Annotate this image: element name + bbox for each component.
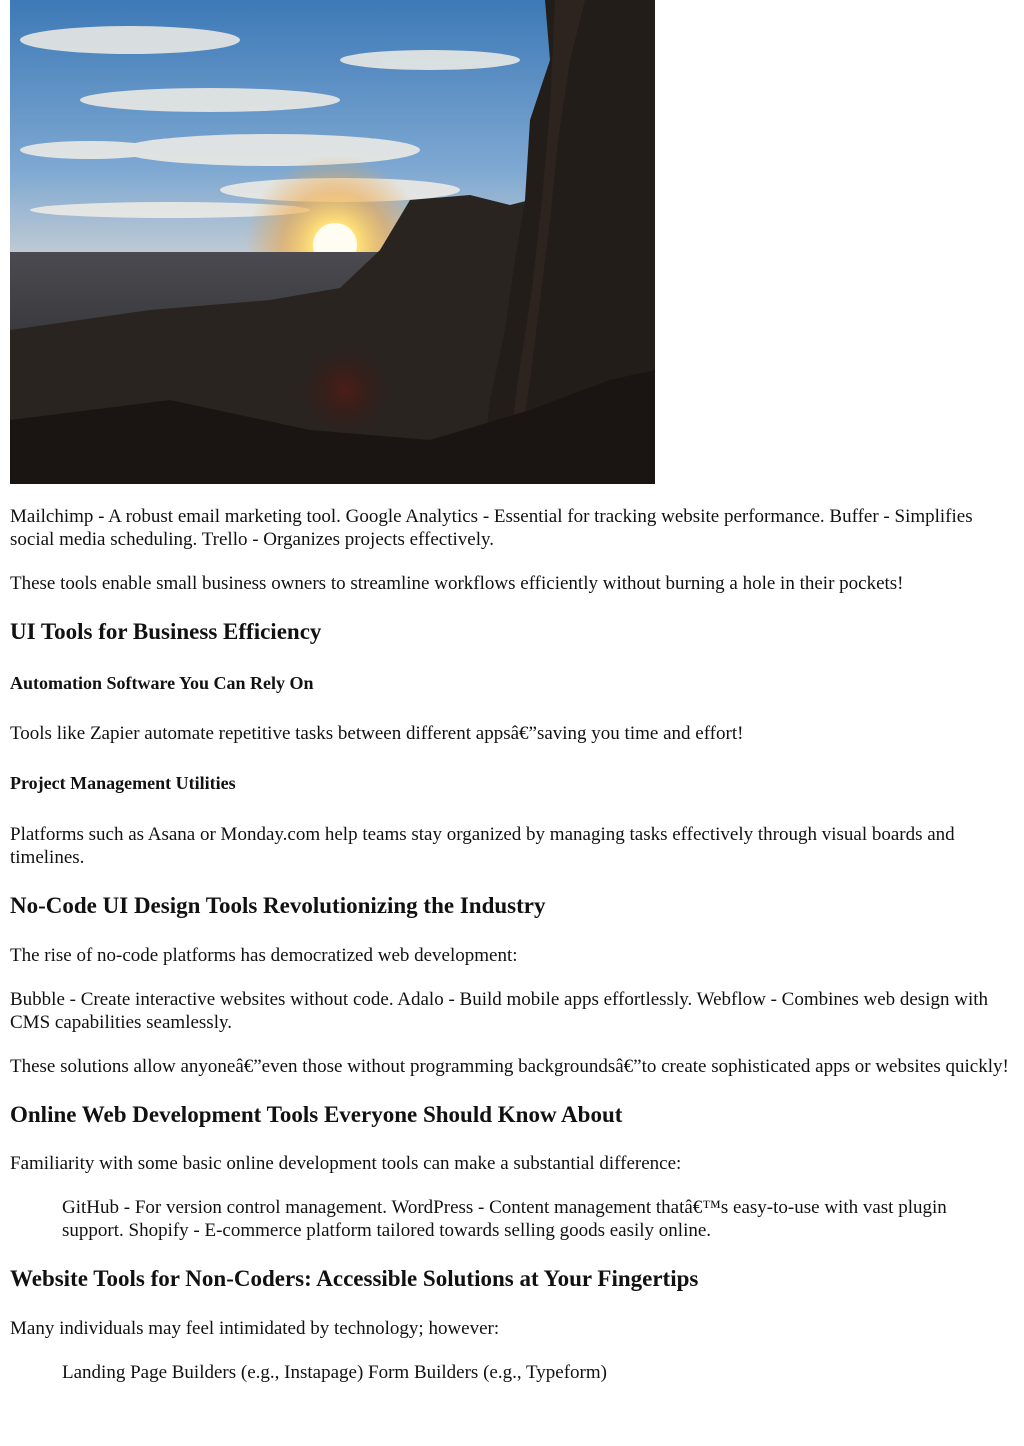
article	[10, 0, 1010, 1384]
heading-online-tools: Online Web Development Tools Everyone Should Know About	[10, 1102, 623, 1127]
sunset-canyon-photo	[10, 0, 655, 484]
heading-project-utilities: Project Management Utilities	[10, 773, 236, 793]
heading-ui-tools: UI Tools for Business Efficiency	[10, 619, 322, 644]
paragraph-nocode-intro: The rise of no-code platforms has democratized web development:	[10, 945, 518, 966]
paragraph-project-mgmt: Platforms such as Asana or Monday.com help teams stay organized by managing tasks effectively through visual boards and timelines.	[10, 824, 955, 868]
paragraph-tools-list: Mailchimp - A robust email marketing tool. Google Analytics - Essential for tracking website performance. Buffer - Simplifies social media scheduling. Trello - Organizes projects effectively.	[10, 506, 973, 550]
paragraph-nocode-list: Bubble - Create interactive websites without code. Adalo - Build mobile apps effortlessly. Webflow - Combines web design with CMS capabilities seamlessly.	[10, 989, 989, 1033]
blockquote-online-list: GitHub - For version control management. WordPress - Content management thatâ€™s easy-to-use with vast plugin support. Shopify - E-commerce platform tailored towards selling goods easily online.	[62, 1197, 947, 1241]
heading-automation: Automation Software You Can Rely On	[10, 673, 314, 693]
paragraph-nocode-summary: These solutions allow anyoneâ€”even those without programming backgroundsâ€”to create sophisticated apps or websites quickly!	[10, 1056, 1009, 1077]
paragraph-tools-summary: These tools enable small business owners to streamline workflows efficiently without burning a hole in their pockets!	[10, 573, 904, 594]
paragraph-online-intro: Familiarity with some basic online development tools can make a substantial difference:	[10, 1153, 682, 1174]
blockquote-noncoders-list: Landing Page Builders (e.g., Instapage) Form Builders (e.g., Typeform)	[62, 1362, 607, 1383]
paragraph-zapier: Tools like Zapier automate repetitive tasks between different appsâ€”saving you time and effort!	[10, 723, 744, 744]
paragraph-noncoders-intro: Many individuals may feel intimidated by technology; however:	[10, 1318, 500, 1339]
heading-noncoders: Website Tools for Non-Coders: Accessible Solutions at Your Fingertips	[10, 1266, 699, 1291]
heading-nocode: No-Code UI Design Tools Revolutionizing the Industry	[10, 893, 546, 918]
